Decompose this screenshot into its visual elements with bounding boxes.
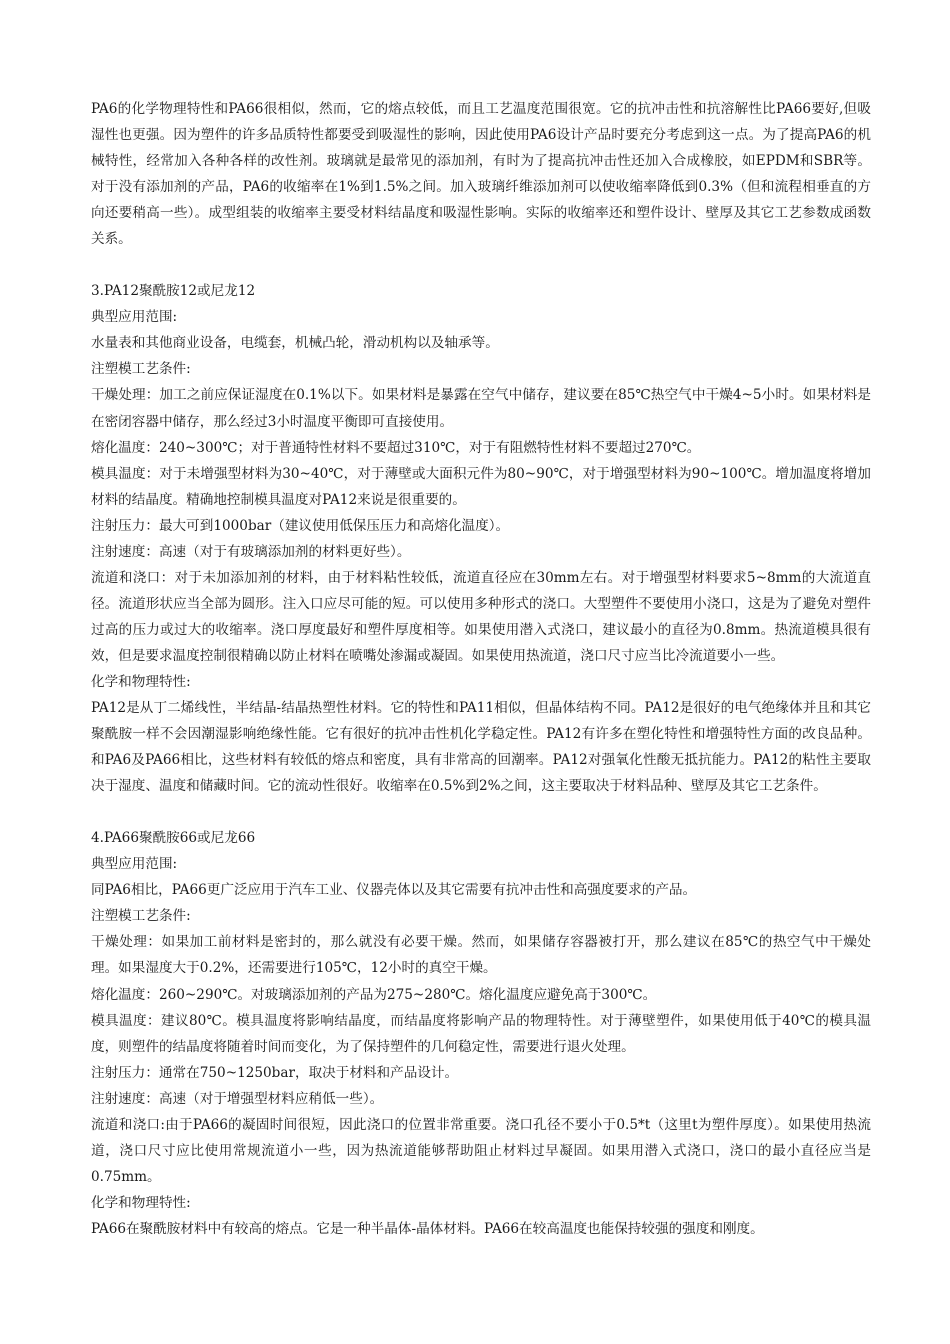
typical-application-text: 同PA6相比，PA66更广泛应用于汽车工业、仪器壳体以及其它需要有抗冲击性和高强度要求的产品。 <box>91 882 697 899</box>
typical-application-label: 典型应用范围: <box>91 856 178 873</box>
melt-temperature-text: 熔化温度：240~300℃；对于普通特性材料不要超过310℃，对于有阻燃特性材料不要超过270℃。 <box>91 439 701 456</box>
section-title: 3.PA12聚酰胺12或尼龙12 <box>91 283 256 300</box>
chem-physical-label: 化学和物理特性: <box>91 673 191 690</box>
process-conditions-label: 注塑模工艺条件: <box>91 908 191 925</box>
section-pa66 <box>91 825 871 1242</box>
process-conditions-label: 注塑模工艺条件: <box>91 361 191 378</box>
injection-pressure-text: 注射压力：最大可到1000bar（建议使用低保压压力和高熔化温度）。 <box>91 517 510 534</box>
runner-gate-text: 流道和浇口:由于PA66的凝固时间很短，因此浇口的位置非常重要。浇口孔径不要小于0.5*t（这里t为塑件厚度）。如果使用热流道，浇口尺寸应比使用常规流道小一些，因为热流道能够帮助阻止材料过早凝固。如果用潜入式浇口，浇口的最小直径应当是0.75mm。 <box>91 1116 871 1185</box>
typical-application-text: 水量表和其他商业设备，电缆套，机械凸轮，滑动机构以及轴承等。 <box>91 335 499 352</box>
spacer <box>91 252 871 278</box>
injection-speed-text: 注射速度：高速（对于有玻璃添加剂的材料更好些）。 <box>91 543 411 560</box>
melt-temperature-text: 熔化温度：260~290℃。对玻璃添加剂的产品为275~280℃。熔化温度应避免高于300℃。 <box>91 986 657 1003</box>
document-page <box>91 96 871 1242</box>
typical-application-label: 典型应用范围: <box>91 309 178 326</box>
section-title: 4.PA66聚酰胺66或尼龙66 <box>91 830 256 847</box>
mold-temperature-text: 模具温度：对于未增强型材料为30~40℃，对于薄壁或大面积元件为80~90℃，对于增强型材料为90~100℃。增加温度将增加材料的结晶度。精确地控制模具温度对PA12来说是很重要的。 <box>91 465 871 508</box>
spacer <box>91 799 871 825</box>
drying-text: 干燥处理：加工之前应保证湿度在0.1%以下。如果材料是暴露在空气中储存，建议要在85℃热空气中干燥4~5小时。如果材料是在密闭容器中储存，那么经过3小时温度平衡即可直接使用。 <box>91 387 871 430</box>
injection-speed-text: 注射速度：高速（对于增强型材料应稍低一些）。 <box>91 1090 384 1107</box>
mold-temperature-text: 模具温度：建议80℃。模具温度将影响结晶度，而结晶度将影响产品的物理特性。对于薄壁塑件，如果使用低于40℃的模具温度，则塑件的结晶度将随着时间而变化，为了保持塑件的几何稳定性，需要进行退火处理。 <box>91 1012 871 1055</box>
intro-paragraph: PA6的化学物理特性和PA66很相似，然而，它的熔点较低，而且工艺温度范围很宽。它的抗冲击性和抗溶解性比PA66要好,但吸湿性也更强。因为塑件的许多品质特性都要受到吸湿性的影响，因此使用PA6设计产品时要充分考虑到这一点。为了提高PA6的机械特性，经常加入各种各样的改性剂。玻璃就是最常见的添加剂，有时为了提高抗冲击性还加入合成橡胶，如EPDM和SBR等。对于没有添加剂的产品，PA6的收缩率在1%到1.5%之间。加入玻璃纤维添加剂可以使收缩率降低到0.3%（但和流程相垂直的方向还要稍高一些）。成型组装的收缩率主要受材料结晶度和吸湿性影响。实际的收缩率还和塑件设计、壁厚及其它工艺参数成函数关系。 <box>91 101 871 248</box>
section-pa12 <box>91 278 871 799</box>
runner-gate-text: 流道和浇口：对于未加添加剂的材料，由于材料粘性较低，流道直径应在30mm左右。对于增强型材料要求5~8mm的大流道直径。流道形状应当全部为圆形。注入口应尽可能的短。可以使用多种形式的浇口。大型塑件不要使用小浇口，这是为了避免对塑件过高的压力或过大的收缩率。浇口厚度最好和塑件厚度相等。如果使用潜入式浇口，建议最小的直径为0.8mm。热流道模具很有效，但是要求温度控制很精确以防止材料在喷嘴处渗漏或凝固。如果使用热流道，浇口尺寸应当比冷流道要小一些。 <box>91 569 871 664</box>
injection-pressure-text: 注射压力：通常在750~1250bar，取决于材料和产品设计。 <box>91 1064 459 1081</box>
chem-physical-label: 化学和物理特性: <box>91 1194 191 1211</box>
chem-physical-text: PA12是从丁二烯线性，半结晶-结晶热塑性材料。它的特性和PA11相似，但晶体结构不同。PA12是很好的电气绝缘体并且和其它聚酰胺一样不会因潮湿影响绝缘性能。它有很好的抗冲击性机化学稳定性。PA12有许多在塑化特性和增强特性方面的改良品种。和PA6及PA66相比，这些材料有较低的熔点和密度，具有非常高的回潮率。PA12对强氧化性酸无抵抗能力。PA12的粘性主要取决于湿度、温度和储藏时间。它的流动性很好。收缩率在0.5%到2%之间，这主要取决于材料品种、壁厚及其它工艺条件。 <box>91 700 871 795</box>
drying-text: 干燥处理：如果加工前材料是密封的，那么就没有必要干燥。然而，如果储存容器被打开，那么建议在85℃的热空气中干燥处理。如果湿度大于0.2%，还需要进行105℃，12小时的真空干燥。 <box>91 934 871 977</box>
chem-physical-text: PA66在聚酰胺材料中有较高的熔点。它是一种半晶体-晶体材料。PA66在较高温度也能保持较强的强度和刚度。 <box>91 1220 764 1237</box>
